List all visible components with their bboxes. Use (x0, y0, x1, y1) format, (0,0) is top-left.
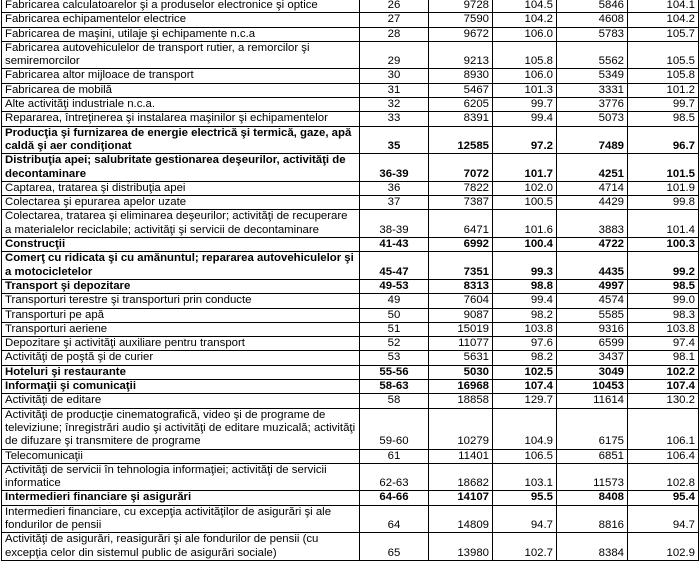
net-index-cell: 102.8 (628, 463, 699, 491)
gross-index-cell: 97.6 (493, 337, 557, 351)
table-row (2, 279, 699, 293)
activity-name-cell: Activităţi de editare (2, 394, 360, 408)
gross-index-cell: 104.9 (493, 408, 557, 449)
caen-code-cell: 49 (360, 294, 429, 308)
activity-name-cell: Fabricarea de maşini, utilaje şi echipamente n.c.a (2, 27, 360, 41)
gross-index-cell: 102.7 (493, 533, 557, 561)
earnings-table (1, 0, 699, 561)
activity-name-cell: Intermedieri financiare, cu excepţia activităţilor de asigurări şi ale fondurilor de pensii (2, 505, 360, 533)
activity-name-cell: Fabricarea de mobilă (2, 83, 360, 97)
gross-index-cell: 99.7 (493, 98, 557, 112)
gross-earnings-cell: 8391 (429, 112, 493, 126)
caen-code-cell: 31 (360, 83, 429, 97)
net-index-cell: 102.2 (628, 365, 699, 379)
gross-earnings-cell: 7604 (429, 294, 493, 308)
net-index-cell: 105.5 (628, 41, 699, 69)
net-index-cell: 101.4 (628, 210, 699, 238)
gross-earnings-cell: 9087 (429, 308, 493, 322)
caen-code-cell: 51 (360, 322, 429, 336)
net-earnings-cell: 8408 (557, 491, 628, 505)
net-earnings-cell: 4435 (557, 252, 628, 280)
gross-earnings-cell: 16968 (429, 380, 493, 394)
table-row (2, 380, 699, 394)
net-index-cell: 130.2 (628, 394, 699, 408)
net-index-cell: 96.7 (628, 126, 699, 154)
activity-name-cell: Activităţi de servicii în tehnologia informaţiei; activităţi de servicii informatice (2, 463, 360, 491)
activity-name-cell: Fabricarea calculatoarelor şi a produselor electronice şi optice (2, 0, 360, 13)
net-earnings-cell: 5846 (557, 0, 628, 13)
table-row (2, 449, 699, 463)
activity-name-cell: Fabricarea autovehiculelor de transport rutier, a remorcilor şi semiremorcilor (2, 41, 360, 69)
caen-code-cell: 59-60 (360, 408, 429, 449)
gross-earnings-cell: 6205 (429, 98, 493, 112)
activity-name-cell: Hoteluri şi restaurante (2, 365, 360, 379)
caen-code-cell: 38-39 (360, 210, 429, 238)
activity-name-cell: Distribuţia apei; salubritate gestionarea deşeurilor, activităţi de decontaminare (2, 154, 360, 182)
table-row (2, 154, 699, 182)
gross-index-cell: 99.3 (493, 252, 557, 280)
table-row (2, 83, 699, 97)
table-row (2, 337, 699, 351)
net-earnings-cell: 4608 (557, 13, 628, 27)
gross-earnings-cell: 10279 (429, 408, 493, 449)
net-index-cell: 98.5 (628, 279, 699, 293)
caen-code-cell: 41-43 (360, 238, 429, 252)
table-row (2, 308, 699, 322)
net-index-cell: 101.2 (628, 83, 699, 97)
net-earnings-cell: 3331 (557, 83, 628, 97)
gross-index-cell: 106.5 (493, 449, 557, 463)
net-earnings-cell: 6599 (557, 337, 628, 351)
caen-code-cell: 55-56 (360, 365, 429, 379)
caen-code-cell: 58 (360, 394, 429, 408)
activity-name-cell: Activităţi de poştă şi de curier (2, 351, 360, 365)
activity-name-cell: Producţia şi furnizarea de energie electrică şi termică, gaze, apă caldă şi aer condiţionat (2, 126, 360, 154)
gross-earnings-cell: 7072 (429, 154, 493, 182)
net-earnings-cell: 8816 (557, 505, 628, 533)
net-index-cell: 104.1 (628, 0, 699, 13)
gross-earnings-cell: 12585 (429, 126, 493, 154)
gross-index-cell: 100.4 (493, 238, 557, 252)
net-earnings-cell: 4722 (557, 238, 628, 252)
gross-earnings-cell: 9213 (429, 41, 493, 69)
table-row (2, 181, 699, 195)
caen-code-cell: 58-63 (360, 380, 429, 394)
net-earnings-cell: 3776 (557, 98, 628, 112)
net-earnings-cell: 4429 (557, 196, 628, 210)
caen-code-cell: 32 (360, 98, 429, 112)
caen-code-cell: 53 (360, 351, 429, 365)
table-row (2, 98, 699, 112)
gross-earnings-cell: 7351 (429, 252, 493, 280)
net-index-cell: 102.9 (628, 533, 699, 561)
net-earnings-cell: 9316 (557, 322, 628, 336)
caen-code-cell: 36 (360, 181, 429, 195)
net-index-cell: 99.0 (628, 294, 699, 308)
net-index-cell: 99.2 (628, 252, 699, 280)
gross-index-cell: 100.5 (493, 196, 557, 210)
net-earnings-cell: 6851 (557, 449, 628, 463)
net-earnings-cell: 8384 (557, 533, 628, 561)
caen-code-cell: 61 (360, 449, 429, 463)
activity-name-cell: Transporturi terestre şi transporturi prin conducte (2, 294, 360, 308)
net-earnings-cell: 5562 (557, 41, 628, 69)
gross-index-cell: 95.5 (493, 491, 557, 505)
table-row (2, 505, 699, 533)
gross-earnings-cell: 5030 (429, 365, 493, 379)
net-earnings-cell: 3049 (557, 365, 628, 379)
net-index-cell: 95.4 (628, 491, 699, 505)
table-row (2, 491, 699, 505)
gross-index-cell: 102.0 (493, 181, 557, 195)
caen-code-cell: 64-66 (360, 491, 429, 505)
net-earnings-cell: 4714 (557, 181, 628, 195)
gross-index-cell: 99.4 (493, 112, 557, 126)
net-earnings-cell: 5783 (557, 27, 628, 41)
gross-earnings-cell: 11077 (429, 337, 493, 351)
net-index-cell: 106.1 (628, 408, 699, 449)
gross-index-cell: 104.2 (493, 13, 557, 27)
gross-earnings-cell: 6471 (429, 210, 493, 238)
caen-code-cell: 37 (360, 196, 429, 210)
activity-name-cell: Colectarea, tratarea şi eliminarea deşeurilor; activităţi de recuperare a materialelor reciclabile; activităţi şi servicii de decontaminare (2, 210, 360, 238)
table-row (2, 0, 699, 13)
activity-name-cell: Comerţ cu ridicata şi cu amănuntul; repararea autovehiculelor şi a motocicletelor (2, 252, 360, 280)
net-earnings-cell: 10453 (557, 380, 628, 394)
net-index-cell: 101.5 (628, 154, 699, 182)
table-row (2, 13, 699, 27)
gross-index-cell: 129.7 (493, 394, 557, 408)
gross-index-cell: 103.1 (493, 463, 557, 491)
activity-name-cell: Construcţii (2, 238, 360, 252)
gross-index-cell: 104.5 (493, 0, 557, 13)
gross-index-cell: 102.5 (493, 365, 557, 379)
activity-name-cell: Telecomunicaţii (2, 449, 360, 463)
caen-code-cell: 26 (360, 0, 429, 13)
table-row (2, 238, 699, 252)
gross-earnings-cell: 9728 (429, 0, 493, 13)
net-index-cell: 97.4 (628, 337, 699, 351)
caen-code-cell: 65 (360, 533, 429, 561)
table-row (2, 196, 699, 210)
activity-name-cell: Alte activităţi industriale n.c.a. (2, 98, 360, 112)
net-index-cell: 107.4 (628, 380, 699, 394)
gross-index-cell: 98.8 (493, 279, 557, 293)
activity-name-cell: Fabricarea altor mijloace de transport (2, 69, 360, 83)
net-index-cell: 103.8 (628, 322, 699, 336)
activity-name-cell: Transport şi depozitare (2, 279, 360, 293)
caen-code-cell: 35 (360, 126, 429, 154)
net-earnings-cell: 6175 (557, 408, 628, 449)
activity-name-cell: Colectarea şi epurarea apelor uzate (2, 196, 360, 210)
net-index-cell: 98.3 (628, 308, 699, 322)
gross-earnings-cell: 5467 (429, 83, 493, 97)
net-index-cell: 94.7 (628, 505, 699, 533)
gross-earnings-cell: 18682 (429, 463, 493, 491)
gross-earnings-cell: 7590 (429, 13, 493, 27)
caen-code-cell: 50 (360, 308, 429, 322)
caen-code-cell: 27 (360, 13, 429, 27)
gross-index-cell: 99.4 (493, 294, 557, 308)
gross-earnings-cell: 7387 (429, 196, 493, 210)
net-index-cell: 105.7 (628, 27, 699, 41)
table-row (2, 463, 699, 491)
table-row (2, 294, 699, 308)
gross-index-cell: 98.2 (493, 351, 557, 365)
table-row (2, 126, 699, 154)
activity-name-cell: Intermedieri financiare şi asigurări (2, 491, 360, 505)
gross-index-cell: 98.2 (493, 308, 557, 322)
gross-index-cell: 101.6 (493, 210, 557, 238)
activity-name-cell: Activităţi de producţie cinematografică, video şi de programe de televiziune; înregistrări audio şi activităţi de editare muzicală; activităţi de difuzare şi transmitere de programe (2, 408, 360, 449)
gross-earnings-cell: 9672 (429, 27, 493, 41)
net-index-cell: 99.7 (628, 98, 699, 112)
gross-earnings-cell: 14107 (429, 491, 493, 505)
net-earnings-cell: 4251 (557, 154, 628, 182)
caen-code-cell: 33 (360, 112, 429, 126)
activity-name-cell: Informaţii şi comunicaţii (2, 380, 360, 394)
net-index-cell: 106.4 (628, 449, 699, 463)
activity-name-cell: Transporturi aeriene (2, 322, 360, 336)
gross-earnings-cell: 13980 (429, 533, 493, 561)
net-index-cell: 105.8 (628, 69, 699, 83)
caen-code-cell: 45-47 (360, 252, 429, 280)
table-row (2, 533, 699, 561)
net-earnings-cell: 3883 (557, 210, 628, 238)
caen-code-cell: 28 (360, 27, 429, 41)
gross-earnings-cell: 18858 (429, 394, 493, 408)
net-earnings-cell: 5585 (557, 308, 628, 322)
activity-name-cell: Captarea, tratarea şi distribuţia apei (2, 181, 360, 195)
net-earnings-cell: 3437 (557, 351, 628, 365)
caen-code-cell: 62-63 (360, 463, 429, 491)
net-index-cell: 100.3 (628, 238, 699, 252)
gross-earnings-cell: 5631 (429, 351, 493, 365)
table-row (2, 322, 699, 336)
gross-index-cell: 97.2 (493, 126, 557, 154)
table-body (2, 0, 699, 560)
gross-earnings-cell: 11401 (429, 449, 493, 463)
gross-index-cell: 94.7 (493, 505, 557, 533)
gross-index-cell: 103.8 (493, 322, 557, 336)
table-row (2, 408, 699, 449)
table-row (2, 112, 699, 126)
net-earnings-cell: 11573 (557, 463, 628, 491)
net-index-cell: 104.2 (628, 13, 699, 27)
gross-index-cell: 101.3 (493, 83, 557, 97)
gross-index-cell: 106.0 (493, 27, 557, 41)
caen-code-cell: 36-39 (360, 154, 429, 182)
activity-name-cell: Depozitare şi activităţi auxiliare pentru transport (2, 337, 360, 351)
caen-code-cell: 30 (360, 69, 429, 83)
net-index-cell: 98.5 (628, 112, 699, 126)
table-row (2, 41, 699, 69)
gross-index-cell: 105.8 (493, 41, 557, 69)
activity-name-cell: Transporturi pe apă (2, 308, 360, 322)
caen-code-cell: 64 (360, 505, 429, 533)
caen-code-cell: 52 (360, 337, 429, 351)
table-row (2, 210, 699, 238)
table-row (2, 69, 699, 83)
activity-name-cell: Repararea, întreţinerea şi instalarea maşinilor şi echipamentelor (2, 112, 360, 126)
net-index-cell: 99.8 (628, 196, 699, 210)
gross-index-cell: 106.0 (493, 69, 557, 83)
gross-index-cell: 107.4 (493, 380, 557, 394)
activity-name-cell: Fabricarea echipamentelor electrice (2, 13, 360, 27)
net-earnings-cell: 4574 (557, 294, 628, 308)
activity-name-cell: Activităţi de asigurări, reasigurări şi ale fondurilor de pensii (cu excepţia celor din sistemul public de asigurări sociale) (2, 533, 360, 561)
table-row (2, 365, 699, 379)
caen-code-cell: 29 (360, 41, 429, 69)
net-earnings-cell: 5073 (557, 112, 628, 126)
net-earnings-cell: 5349 (557, 69, 628, 83)
table-row (2, 351, 699, 365)
gross-earnings-cell: 6992 (429, 238, 493, 252)
net-earnings-cell: 4997 (557, 279, 628, 293)
gross-index-cell: 101.7 (493, 154, 557, 182)
net-earnings-cell: 7489 (557, 126, 628, 154)
gross-earnings-cell: 8313 (429, 279, 493, 293)
gross-earnings-cell: 7822 (429, 181, 493, 195)
gross-earnings-cell: 15019 (429, 322, 493, 336)
net-index-cell: 98.1 (628, 351, 699, 365)
net-earnings-cell: 11614 (557, 394, 628, 408)
table-row (2, 252, 699, 280)
gross-earnings-cell: 14809 (429, 505, 493, 533)
table-row (2, 27, 699, 41)
caen-code-cell: 49-53 (360, 279, 429, 293)
net-index-cell: 101.9 (628, 181, 699, 195)
gross-earnings-cell: 8930 (429, 69, 493, 83)
table-row (2, 394, 699, 408)
